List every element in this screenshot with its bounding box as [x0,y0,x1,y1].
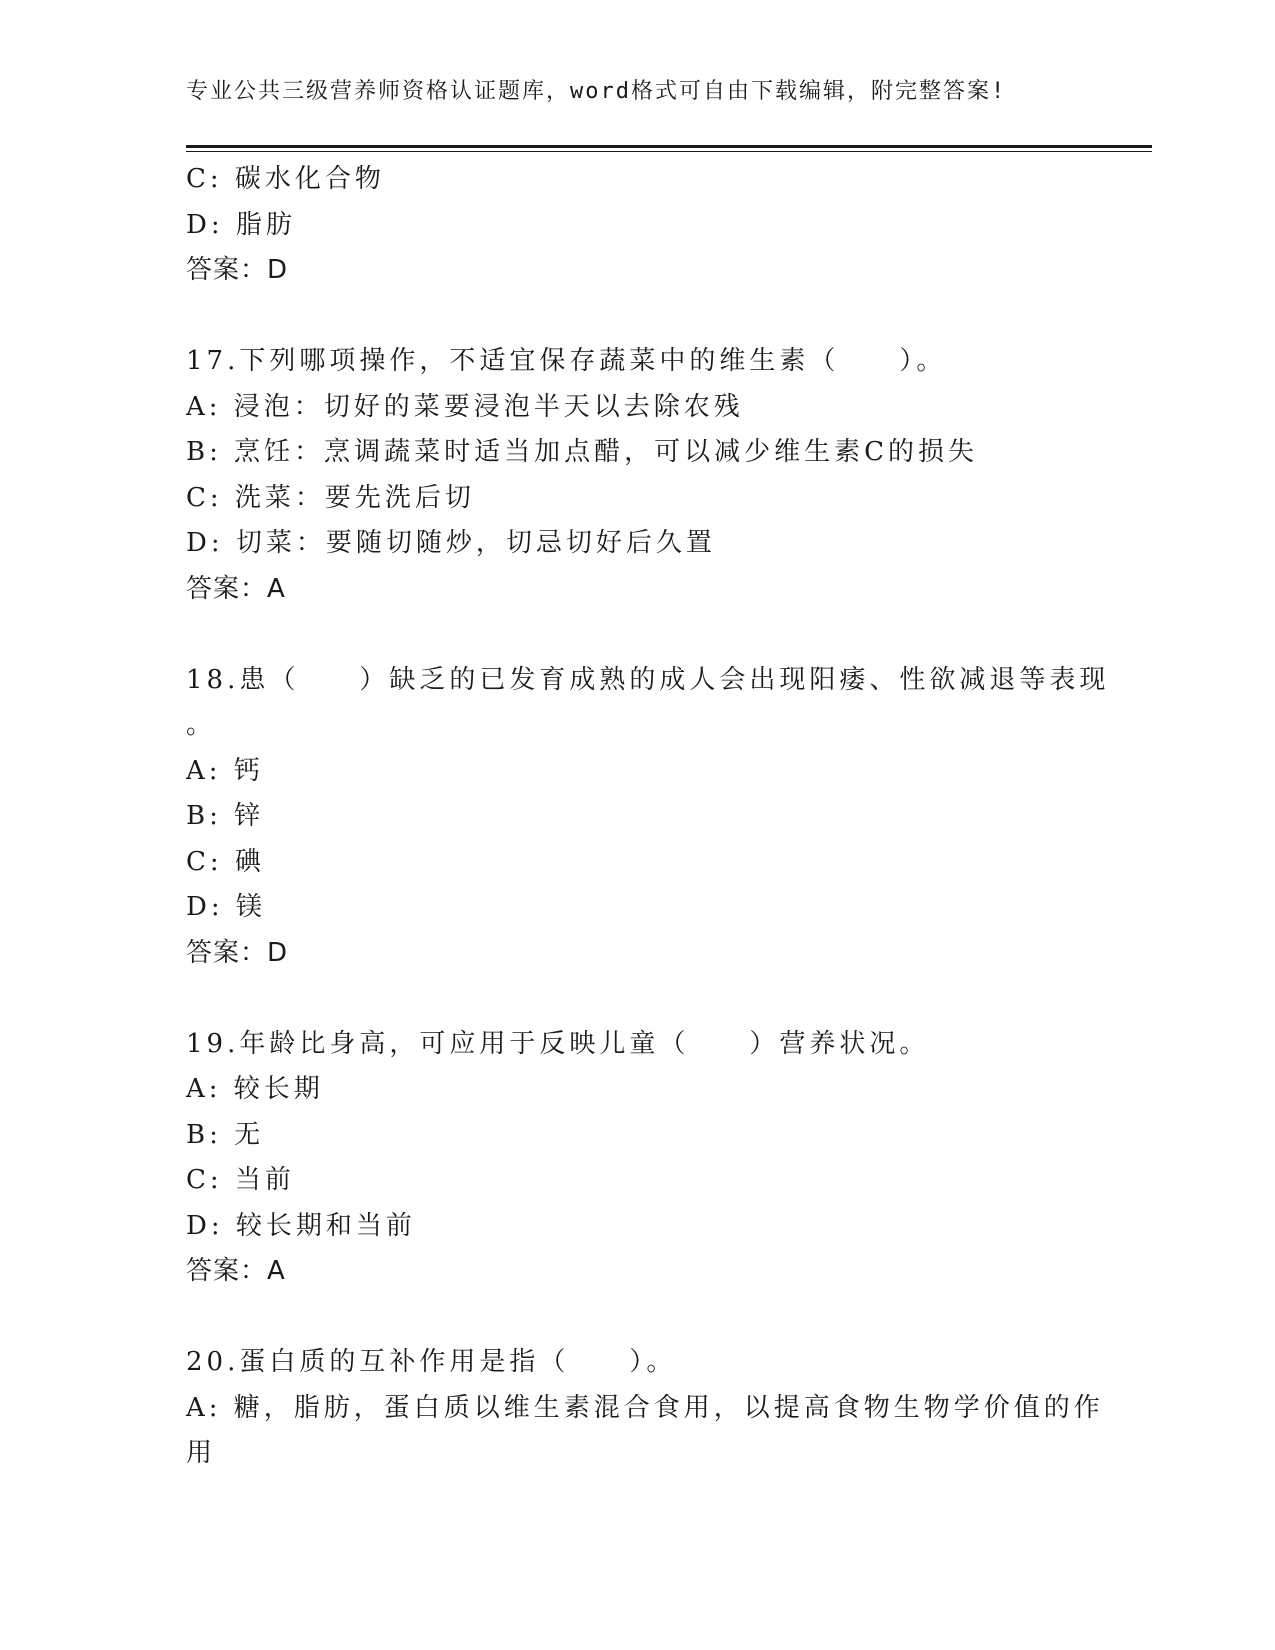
question-17 [186,339,1086,612]
question-stem: 18.患（ ）缺乏的已发育成熟的成人会出现阳痿、性欲减退等表现 [186,664,1110,695]
option-a-continuation: 用 [186,1438,217,1468]
option-a: A: 浸泡：切好的菜要浸泡半天以去除农残 [186,391,744,422]
option-c: C: 洗菜：要先洗后切 [186,482,475,513]
option-c: C: 碘 [186,846,265,877]
option-b: B: 无 [186,1119,265,1150]
question-18 [186,658,1110,977]
question-stem: 17.下列哪项操作，不适宜保存蔬菜中的维生素（ ）。 [186,346,947,376]
document-body [186,157,1110,1477]
header-rule-thin [186,151,1152,152]
option-c: C: 当前 [186,1165,295,1195]
question-20 [186,1340,1104,1477]
question-stem: 19.年龄比身高，可应用于反映儿童（ ）营养状况。 [186,1028,930,1059]
question-stem: 20.蛋白质的互补作用是指（ ）。 [186,1347,677,1377]
option-d: D: 脂肪 [186,209,296,240]
answer-line: 答案：A [186,573,286,604]
answer-line: 答案：D [186,255,289,285]
page-header: 专业公共三级营养师资格认证题库，word格式可自由下载编辑，附完整答案! [186,79,1007,104]
option-a: A: 糖，脂肪，蛋白质以维生素混合食用，以提高食物生物学价值的作 [186,1392,1104,1423]
header-rule-thick [186,145,1152,148]
answer-line: 答案：A [186,1256,286,1286]
option-b: B: 烹饪：烹调蔬菜时适当加点醋，可以减少维生素C的损失 [186,437,979,467]
option-d: D: 镁 [186,892,266,922]
option-d: D: 切菜：要随切随炒，切忌切好后久置 [186,528,716,558]
option-d: D: 较长期和当前 [186,1210,416,1241]
question-16-tail [186,157,1086,294]
answer-line: 答案：D [186,937,289,968]
question-stem-continuation: 。 [186,710,217,740]
option-a: A: 较长期 [186,1074,324,1104]
option-c: C: 碳水化合物 [186,164,385,194]
option-a: A: 钙 [186,755,264,786]
option-b: B: 锌 [186,801,265,831]
question-19 [186,1022,1086,1295]
